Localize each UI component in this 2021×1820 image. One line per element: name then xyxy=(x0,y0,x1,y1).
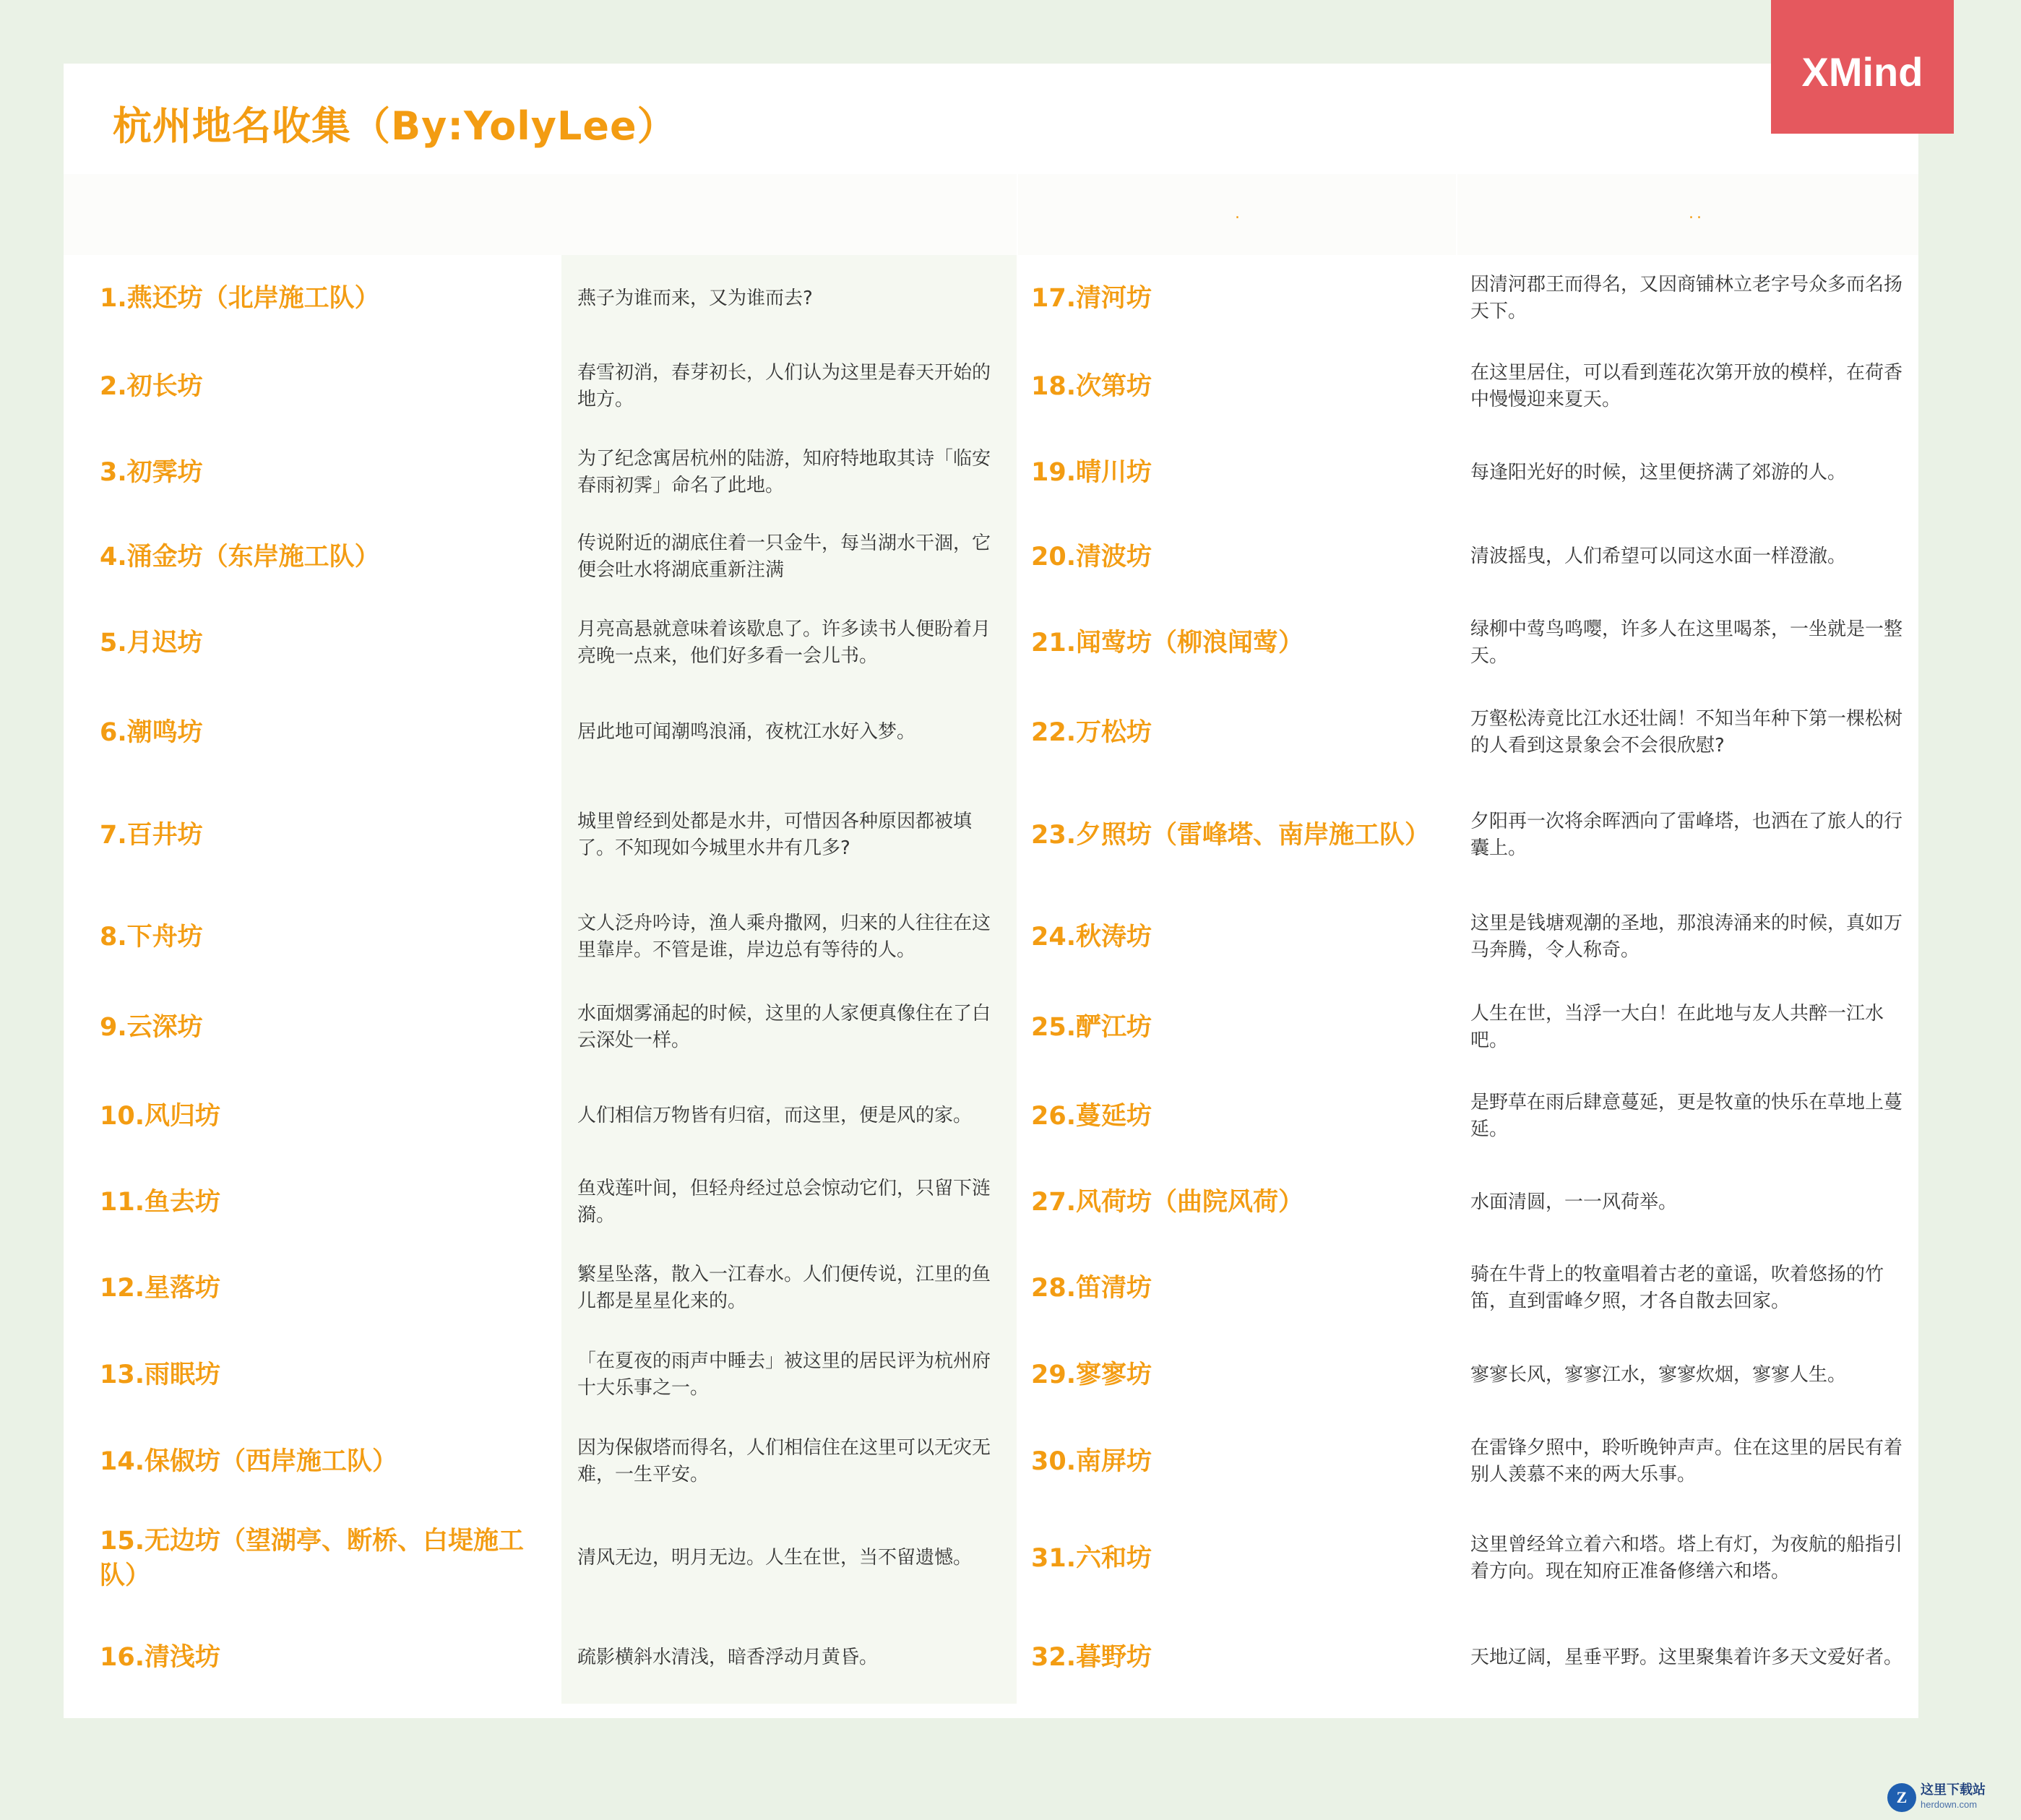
right-item-name[interactable]: 26.蔓延坊 xyxy=(1031,1101,1152,1131)
right-item-name[interactable]: 19.晴川坊 xyxy=(1031,458,1152,487)
right-item-desc: 人生在世，当浮一大白！在此地与友人共醉一江水吧。 xyxy=(1470,1002,1884,1051)
header-cell-2 xyxy=(561,174,1018,255)
right-item-name[interactable]: 18.次第坊 xyxy=(1031,371,1152,401)
right-item-name[interactable]: 22.万松坊 xyxy=(1031,717,1152,747)
left-item-name[interactable]: 9.云深坊 xyxy=(100,1012,203,1042)
left-item-name[interactable]: 3.初霁坊 xyxy=(100,458,203,487)
left-item-name[interactable]: 10.风归坊 xyxy=(100,1101,221,1131)
right-item-desc: 是野草在雨后肆意蔓延，更是牧童的快乐在草地上蔓延。 xyxy=(1470,1091,1903,1140)
place-name-table xyxy=(64,255,1918,1718)
table-header-row xyxy=(64,174,1918,255)
watermark-text xyxy=(1921,1783,1986,1812)
left-item-desc: 春雪初消，春芽初长，人们认为这里是春天开始的地方。 xyxy=(561,342,1017,431)
right-item-name[interactable]: 21.闻莺坊（柳浪闻莺） xyxy=(1031,629,1304,657)
left-item-desc: 文人泛舟吟诗，渔人乘舟撒网，归来的人往往在这里靠岸。不管是谁，岸边总有等待的人。 xyxy=(561,892,1017,982)
left-item-desc: 繁星坠落，散入一江春水。人们便传说，江里的鱼儿都是星星化来的。 xyxy=(561,1245,1017,1332)
left-item-desc: 水面烟雾涌起的时候，这里的人家便真像住在了白云深处一样。 xyxy=(561,982,1017,1072)
left-item-name[interactable]: 1.燕还坊（北岸施工队） xyxy=(100,284,380,313)
left-item-name[interactable]: 4.涌金坊（东岸施工队） xyxy=(100,542,380,572)
page-title: 杭州地名收集（By:YolyLee） xyxy=(113,103,677,149)
left-item-desc: 因为保俶塔而得名，人们相信住在这里可以无灾无难，一生平安。 xyxy=(561,1418,1017,1505)
left-item-name[interactable]: 13.雨眠坊 xyxy=(100,1360,221,1389)
right-item-desc: 在雷锋夕照中，聆听晚钟声声。住在这里的居民有着别人羡慕不来的两大乐事。 xyxy=(1470,1437,1903,1485)
left-item-desc: 传说附近的湖底住着一只金牛，每当湖水干涸，它便会吐水将湖底重新注满 xyxy=(561,514,1017,599)
right-item-name[interactable]: 20.清波坊 xyxy=(1031,542,1152,572)
right-item-desc: 绿柳中莺鸟鸣嘤，许多人在这里喝茶，一坐就是一整天。 xyxy=(1470,618,1903,667)
right-item-desc: 寥寥长风，寥寥江水，寥寥炊烟，寥寥人生。 xyxy=(1470,1363,1847,1386)
watermark-sub: herdown.com xyxy=(1921,1799,1978,1810)
left-item-desc: 城里曾经到处都是水井，可惜因各种原因都被填了。不知现如今城里水井有几多? xyxy=(561,777,1017,892)
right-item-desc: 清波摇曳，人们希望可以同这水面一样澄澈。 xyxy=(1470,545,1847,567)
header-cell-1 xyxy=(64,174,561,255)
left-item-desc: 燕子为谁而来，又为谁而去? xyxy=(561,255,1017,342)
right-item-desc: 因清河郡王而得名，又因商铺林立老字号众多而名扬天下。 xyxy=(1470,274,1903,322)
left-item-name[interactable]: 15.无边坊（望湖亭、断桥、白堤施工队） xyxy=(100,1526,525,1590)
right-item-desc: 万壑松涛竟比江水还壮阔！不知当年种下第一棵松树的人看到这景象会不会很欣慰? xyxy=(1470,707,1903,756)
site-watermark xyxy=(1887,1783,1986,1812)
left-item-name[interactable]: 12.星落坊 xyxy=(100,1274,221,1303)
right-item-desc: 每逢阳光好的时候，这里便挤满了郊游的人。 xyxy=(1470,461,1847,483)
header-mark-mid: . xyxy=(1235,204,1240,223)
left-item-name[interactable]: 5.月迟坊 xyxy=(100,629,203,657)
right-item-desc: 夕阳再一次将余晖洒向了雷峰塔，也洒在了旅人的行囊上。 xyxy=(1470,810,1903,859)
left-item-desc: 「在夏夜的雨声中睡去」被这里的居民评为杭州府十大乐事之一。 xyxy=(561,1332,1017,1418)
right-item-desc: 水面清圆，一一风荷举。 xyxy=(1470,1191,1678,1213)
right-item-name[interactable]: 31.六和坊 xyxy=(1031,1543,1152,1573)
right-item-desc: 这里是钱塘观潮的圣地，那浪涛涌来的时候，真如万马奔腾，令人称奇。 xyxy=(1470,913,1903,961)
watermark-main: 这里下载站 xyxy=(1921,1782,1986,1798)
right-item-name[interactable]: 23.夕照坊（雷峰塔、南岸施工队） xyxy=(1031,820,1431,850)
right-item-desc: 骑在牛背上的牧童唱着古老的童谣，吹着悠扬的竹笛，直到雷峰夕照，才各自散去回家。 xyxy=(1470,1264,1884,1312)
right-item-name[interactable]: 30.南屏坊 xyxy=(1031,1447,1152,1476)
left-item-name[interactable]: 14.保俶坊（西岸施工队） xyxy=(100,1447,398,1476)
left-item-desc: 居此地可闻潮鸣浪涌，夜枕江水好入梦。 xyxy=(561,687,1017,777)
left-item-name[interactable]: 7.百井坊 xyxy=(100,820,203,850)
right-item-desc: 这里曾经耸立着六和塔。塔上有灯，为夜航的船指引着方向。现在知府正准备修缮六和塔。 xyxy=(1470,1533,1903,1582)
left-item-desc: 月亮高悬就意味着该歇息了。许多读书人便盼着月亮晚一点来，他们好多看一会儿书。 xyxy=(561,599,1017,687)
right-item-name[interactable]: 28.笛清坊 xyxy=(1031,1274,1152,1303)
right-item-name[interactable]: 24.秋涛坊 xyxy=(1031,923,1152,952)
left-item-desc: 人们相信万物皆有归宿，而这里，便是风的家。 xyxy=(561,1072,1017,1160)
right-item-name[interactable]: 25.酽江坊 xyxy=(1031,1012,1152,1042)
left-item-name[interactable]: 6.潮鸣坊 xyxy=(100,717,203,747)
right-item-desc: 天地辽阔，星垂平野。这里聚集着许多天文爱好者。 xyxy=(1470,1646,1903,1668)
right-item-desc: 在这里居住，可以看到莲花次第开放的模样，在荷香中慢慢迎来夏天。 xyxy=(1470,361,1903,410)
left-item-name[interactable]: 16.清浅坊 xyxy=(100,1643,221,1672)
watermark-logo-icon: Z xyxy=(1887,1783,1916,1812)
xmind-logo: XMind xyxy=(1771,0,1954,134)
left-item-desc: 疏影横斜水清浅，暗香浮动月黄昏。 xyxy=(561,1611,1017,1704)
right-item-name[interactable]: 27.风荷坊（曲院风荷） xyxy=(1031,1188,1304,1217)
header-mark-right: .. xyxy=(1689,204,1705,223)
mind-map-sheet xyxy=(64,64,1918,1718)
left-item-desc: 清风无边，明月无边。人生在世，当不留遗憾。 xyxy=(561,1505,1017,1611)
right-item-name[interactable]: 29.寥寥坊 xyxy=(1031,1360,1152,1389)
left-item-name[interactable]: 11.鱼去坊 xyxy=(100,1188,221,1217)
right-item-name[interactable]: 17.清河坊 xyxy=(1031,284,1152,313)
left-item-desc: 鱼戏莲叶间，但轻舟经过总会惊动它们，只留下涟漪。 xyxy=(561,1160,1017,1245)
left-item-name[interactable]: 2.初长坊 xyxy=(100,371,203,401)
left-item-name[interactable]: 8.下舟坊 xyxy=(100,923,203,952)
left-item-desc: 为了纪念寓居杭州的陆游，知府特地取其诗「临安春雨初霁」命名了此地。 xyxy=(561,431,1017,514)
header-cell-4 xyxy=(1457,174,1918,255)
right-item-name[interactable]: 32.暮野坊 xyxy=(1031,1643,1152,1672)
header-cell-3 xyxy=(1018,174,1457,255)
